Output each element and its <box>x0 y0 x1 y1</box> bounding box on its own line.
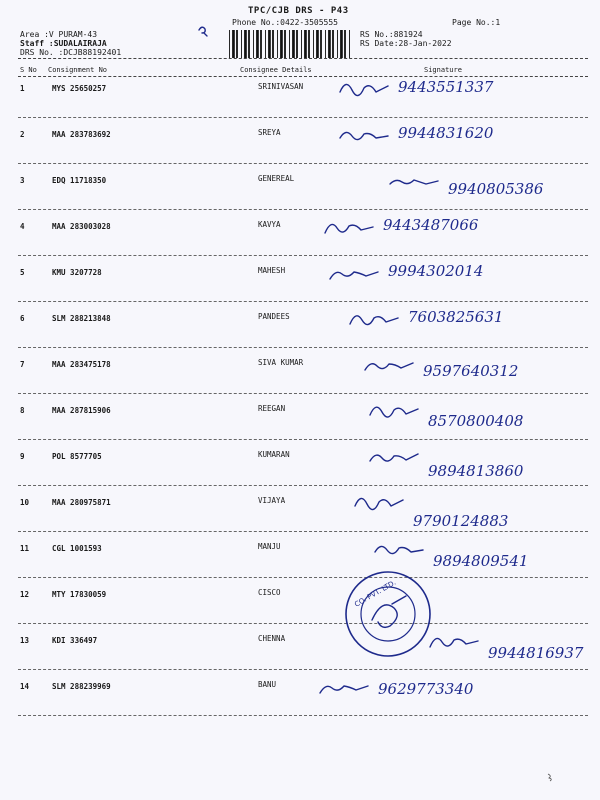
pen-mark-icon <box>196 24 210 38</box>
row-sno: 11 <box>20 544 30 553</box>
page-number: Page No.:1 <box>452 18 501 27</box>
svg-text:CO. PVT. LTD.: CO. PVT. LTD. <box>353 578 398 609</box>
staff-label: Staff :SUDALAIRAJA <box>20 39 107 48</box>
phone-number: Phone No.:0422-3505555 <box>232 18 338 27</box>
row-consignee: BANU <box>258 680 277 689</box>
row-sno: 4 <box>20 222 25 231</box>
row-consignee: VIJAYA <box>258 496 286 505</box>
signature-icon <box>361 352 421 378</box>
row-consignment-no: POL 8577705 <box>52 452 102 461</box>
row-divider <box>18 439 588 440</box>
sheet-title: TPC/CJB DRS - P43 <box>248 6 349 16</box>
row-consignment-no: CGL 1001593 <box>52 544 102 553</box>
signature-phone-number: 8570800408 <box>428 412 524 430</box>
signature-icon <box>351 490 411 516</box>
row-consignment-no: SLM 288213848 <box>52 314 111 323</box>
row-divider <box>18 623 588 624</box>
signature-phone-number: 9629773340 <box>378 680 474 698</box>
signature-icon <box>366 398 426 424</box>
drs-number: DRS No. :DCJB88192401 <box>20 48 122 57</box>
row-divider <box>18 255 588 256</box>
row-consignee: CHENNA <box>258 634 286 643</box>
row-consignment-no: MAA 283475178 <box>52 360 111 369</box>
row-consignment-no: KDI 336497 <box>52 636 98 645</box>
row-consignee: CISCO <box>258 588 281 597</box>
row-sno: 5 <box>20 268 25 277</box>
row-divider <box>18 117 588 118</box>
row-divider <box>18 669 588 670</box>
signature-icon <box>371 536 431 562</box>
row-consignee: REEGAN <box>258 404 286 413</box>
row-divider <box>18 715 588 716</box>
row-sno: 2 <box>20 130 25 139</box>
column-consignee: Consignee Details <box>240 66 312 74</box>
signature-icon <box>316 674 376 700</box>
signature-icon <box>336 76 396 102</box>
signature-phone-number: 7603825631 <box>408 308 504 326</box>
company-seal-icon <box>342 568 434 660</box>
row-consignee: KUMARAN <box>258 450 290 459</box>
signature-icon <box>321 214 381 240</box>
row-sno: 10 <box>20 498 30 507</box>
row-divider <box>18 393 588 394</box>
row-consignment-no: MAA 280975871 <box>52 498 111 507</box>
row-divider <box>18 209 588 210</box>
row-sno: 1 <box>20 84 25 93</box>
row-divider <box>18 163 588 164</box>
signature-phone-number: 9894809541 <box>433 552 529 570</box>
row-consignment-no: EDQ 11718350 <box>52 176 107 185</box>
row-consignment-no: MAA 283003028 <box>52 222 111 231</box>
row-consignee: SRINIVASAN <box>258 82 304 91</box>
row-consignment-no: MYS 25650257 <box>52 84 107 93</box>
column-divider <box>18 76 588 77</box>
row-sno: 8 <box>20 406 25 415</box>
row-sno: 12 <box>20 590 30 599</box>
signature-phone-number: 9597640312 <box>423 362 519 380</box>
row-consignment-no: KMU 3207728 <box>52 268 102 277</box>
row-divider <box>18 577 588 578</box>
row-consignee: SREYA <box>258 128 281 137</box>
corner-mark-icon <box>546 772 556 782</box>
column-signature: Signature <box>424 66 462 74</box>
header-divider <box>18 58 588 59</box>
rs-number: RS No.:881924 <box>360 30 423 39</box>
row-divider <box>18 301 588 302</box>
signature-phone-number: 9790124883 <box>413 512 509 530</box>
row-consignment-no: MAA 287815906 <box>52 406 111 415</box>
row-consignment-no: MTY 17830059 <box>52 590 107 599</box>
row-sno: 9 <box>20 452 25 461</box>
row-divider <box>18 347 588 348</box>
signature-phone-number: 9944816937 <box>488 644 584 662</box>
row-sno: 6 <box>20 314 25 323</box>
area-label: Area :V PURAM-43 <box>20 30 98 39</box>
signature-icon <box>326 260 386 286</box>
signature-icon <box>336 122 396 148</box>
row-consignee: SIVA KUMAR <box>258 358 304 367</box>
rs-date: RS Date:28-Jan-2022 <box>360 39 452 48</box>
row-sno: 14 <box>20 682 30 691</box>
column-consignment: Consignment No <box>48 66 108 74</box>
signature-icon <box>386 168 446 194</box>
row-consignee: MANJU <box>258 542 281 551</box>
signature-icon <box>426 628 486 654</box>
row-consignee: MAHESH <box>258 266 286 275</box>
row-consignment-no: MAA 283783692 <box>52 130 111 139</box>
row-consignment-no: SLM 288239969 <box>52 682 111 691</box>
barcode-icon <box>228 30 353 58</box>
row-sno: 13 <box>20 636 30 645</box>
signature-icon <box>346 306 406 332</box>
signature-phone-number: 9994302014 <box>388 262 484 280</box>
row-consignee: PANDEES <box>258 312 290 321</box>
row-divider <box>18 531 588 532</box>
signature-phone-number: 9894813860 <box>428 462 524 480</box>
row-divider <box>18 485 588 486</box>
row-consignee: KAVYA <box>258 220 281 229</box>
column-sno: S No <box>20 66 37 74</box>
row-sno: 3 <box>20 176 25 185</box>
row-sno: 7 <box>20 360 25 369</box>
signature-phone-number: 9443487066 <box>383 216 479 234</box>
signature-phone-number: 9944831620 <box>398 124 494 142</box>
signature-phone-number: 9940805386 <box>448 180 544 198</box>
signature-phone-number: 9443551337 <box>398 78 494 96</box>
row-consignee: GENEREAL <box>258 174 295 183</box>
signature-icon <box>366 444 426 470</box>
